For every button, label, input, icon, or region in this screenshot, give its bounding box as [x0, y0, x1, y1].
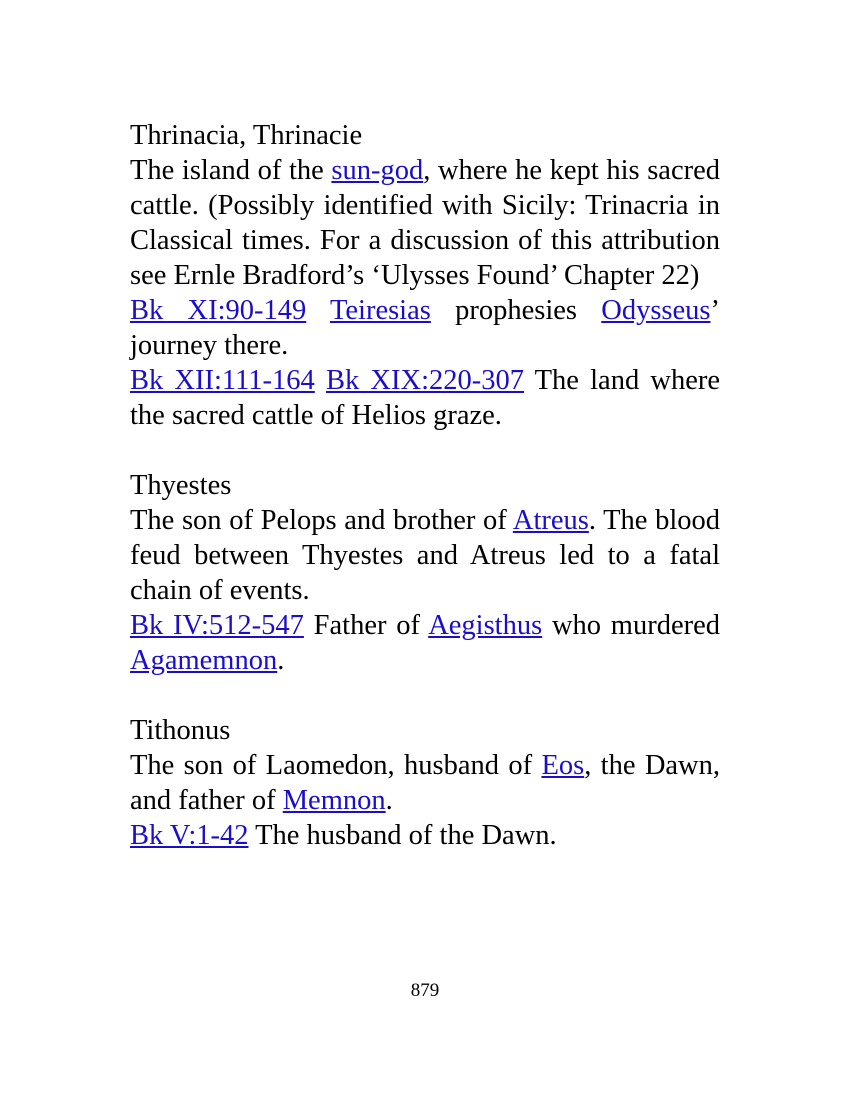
entry-description [130, 503, 720, 608]
text: who murdered [542, 610, 720, 641]
link-bk-xix[interactable]: Bk XIX:220-307 [325, 365, 524, 396]
entry-tithonus [130, 713, 720, 853]
text: Father of [303, 610, 429, 641]
link-odysseus[interactable]: Odysseus [601, 295, 711, 326]
link-bk-xii[interactable]: Bk XII:111-164 [130, 365, 315, 396]
link-bk-iv[interactable]: Bk IV:512-547 [130, 610, 304, 641]
link-bk-xi[interactable]: Bk XI:90-149 [130, 295, 307, 326]
link-teiresias[interactable]: Teiresias [329, 295, 431, 326]
link-agamemnon[interactable]: Agamemnon [130, 645, 278, 676]
text: The husband of the Dawn. [248, 820, 557, 851]
text: . [385, 785, 393, 816]
text: The son of Laomedon, husband of [130, 750, 542, 781]
entry-title: Thyestes [130, 470, 232, 501]
entry-title: Thrinacia, Thrinacie [130, 120, 363, 151]
entry-thrinacia [130, 118, 720, 433]
link-sun-god[interactable]: sun-god [331, 155, 424, 186]
text: ’ journey there. [130, 295, 720, 361]
entry-title: Tithonus [130, 715, 231, 746]
reference-line [130, 293, 720, 363]
text: . The blood feud between Thyestes and Atreus led to a fatal chain of events. [130, 505, 720, 606]
entry-description [130, 748, 720, 818]
link-eos[interactable]: Eos [541, 750, 585, 781]
text: prophesies [430, 295, 602, 326]
reference-line [130, 608, 720, 678]
link-atreus[interactable]: Atreus [512, 505, 589, 536]
link-bk-v[interactable]: Bk V:1-42 [130, 820, 249, 851]
link-memnon[interactable]: Memnon [282, 785, 386, 816]
text: The island of the [130, 155, 332, 186]
page-number: 879 [410, 980, 440, 1001]
text: The land where the sacred cattle of Helios graze. [130, 365, 720, 431]
text: , the Dawn, and father of [130, 750, 721, 816]
text: The son of Pelops and brother of [130, 505, 513, 536]
link-aegisthus[interactable]: Aegisthus [428, 610, 543, 641]
text: . [277, 645, 285, 676]
entry-description [130, 153, 720, 293]
glossary-page [130, 118, 720, 888]
reference-line [130, 818, 720, 853]
entry-thyestes [130, 468, 720, 678]
text: , where he kept his sacred cattle. (Possibly identified with Sicily: Trinacria in Classical times. For a discussion of this attribution see Ernle Bradford’s ‘Ulysses Found’ Chapter 22) [130, 155, 720, 291]
reference-line [130, 363, 720, 433]
